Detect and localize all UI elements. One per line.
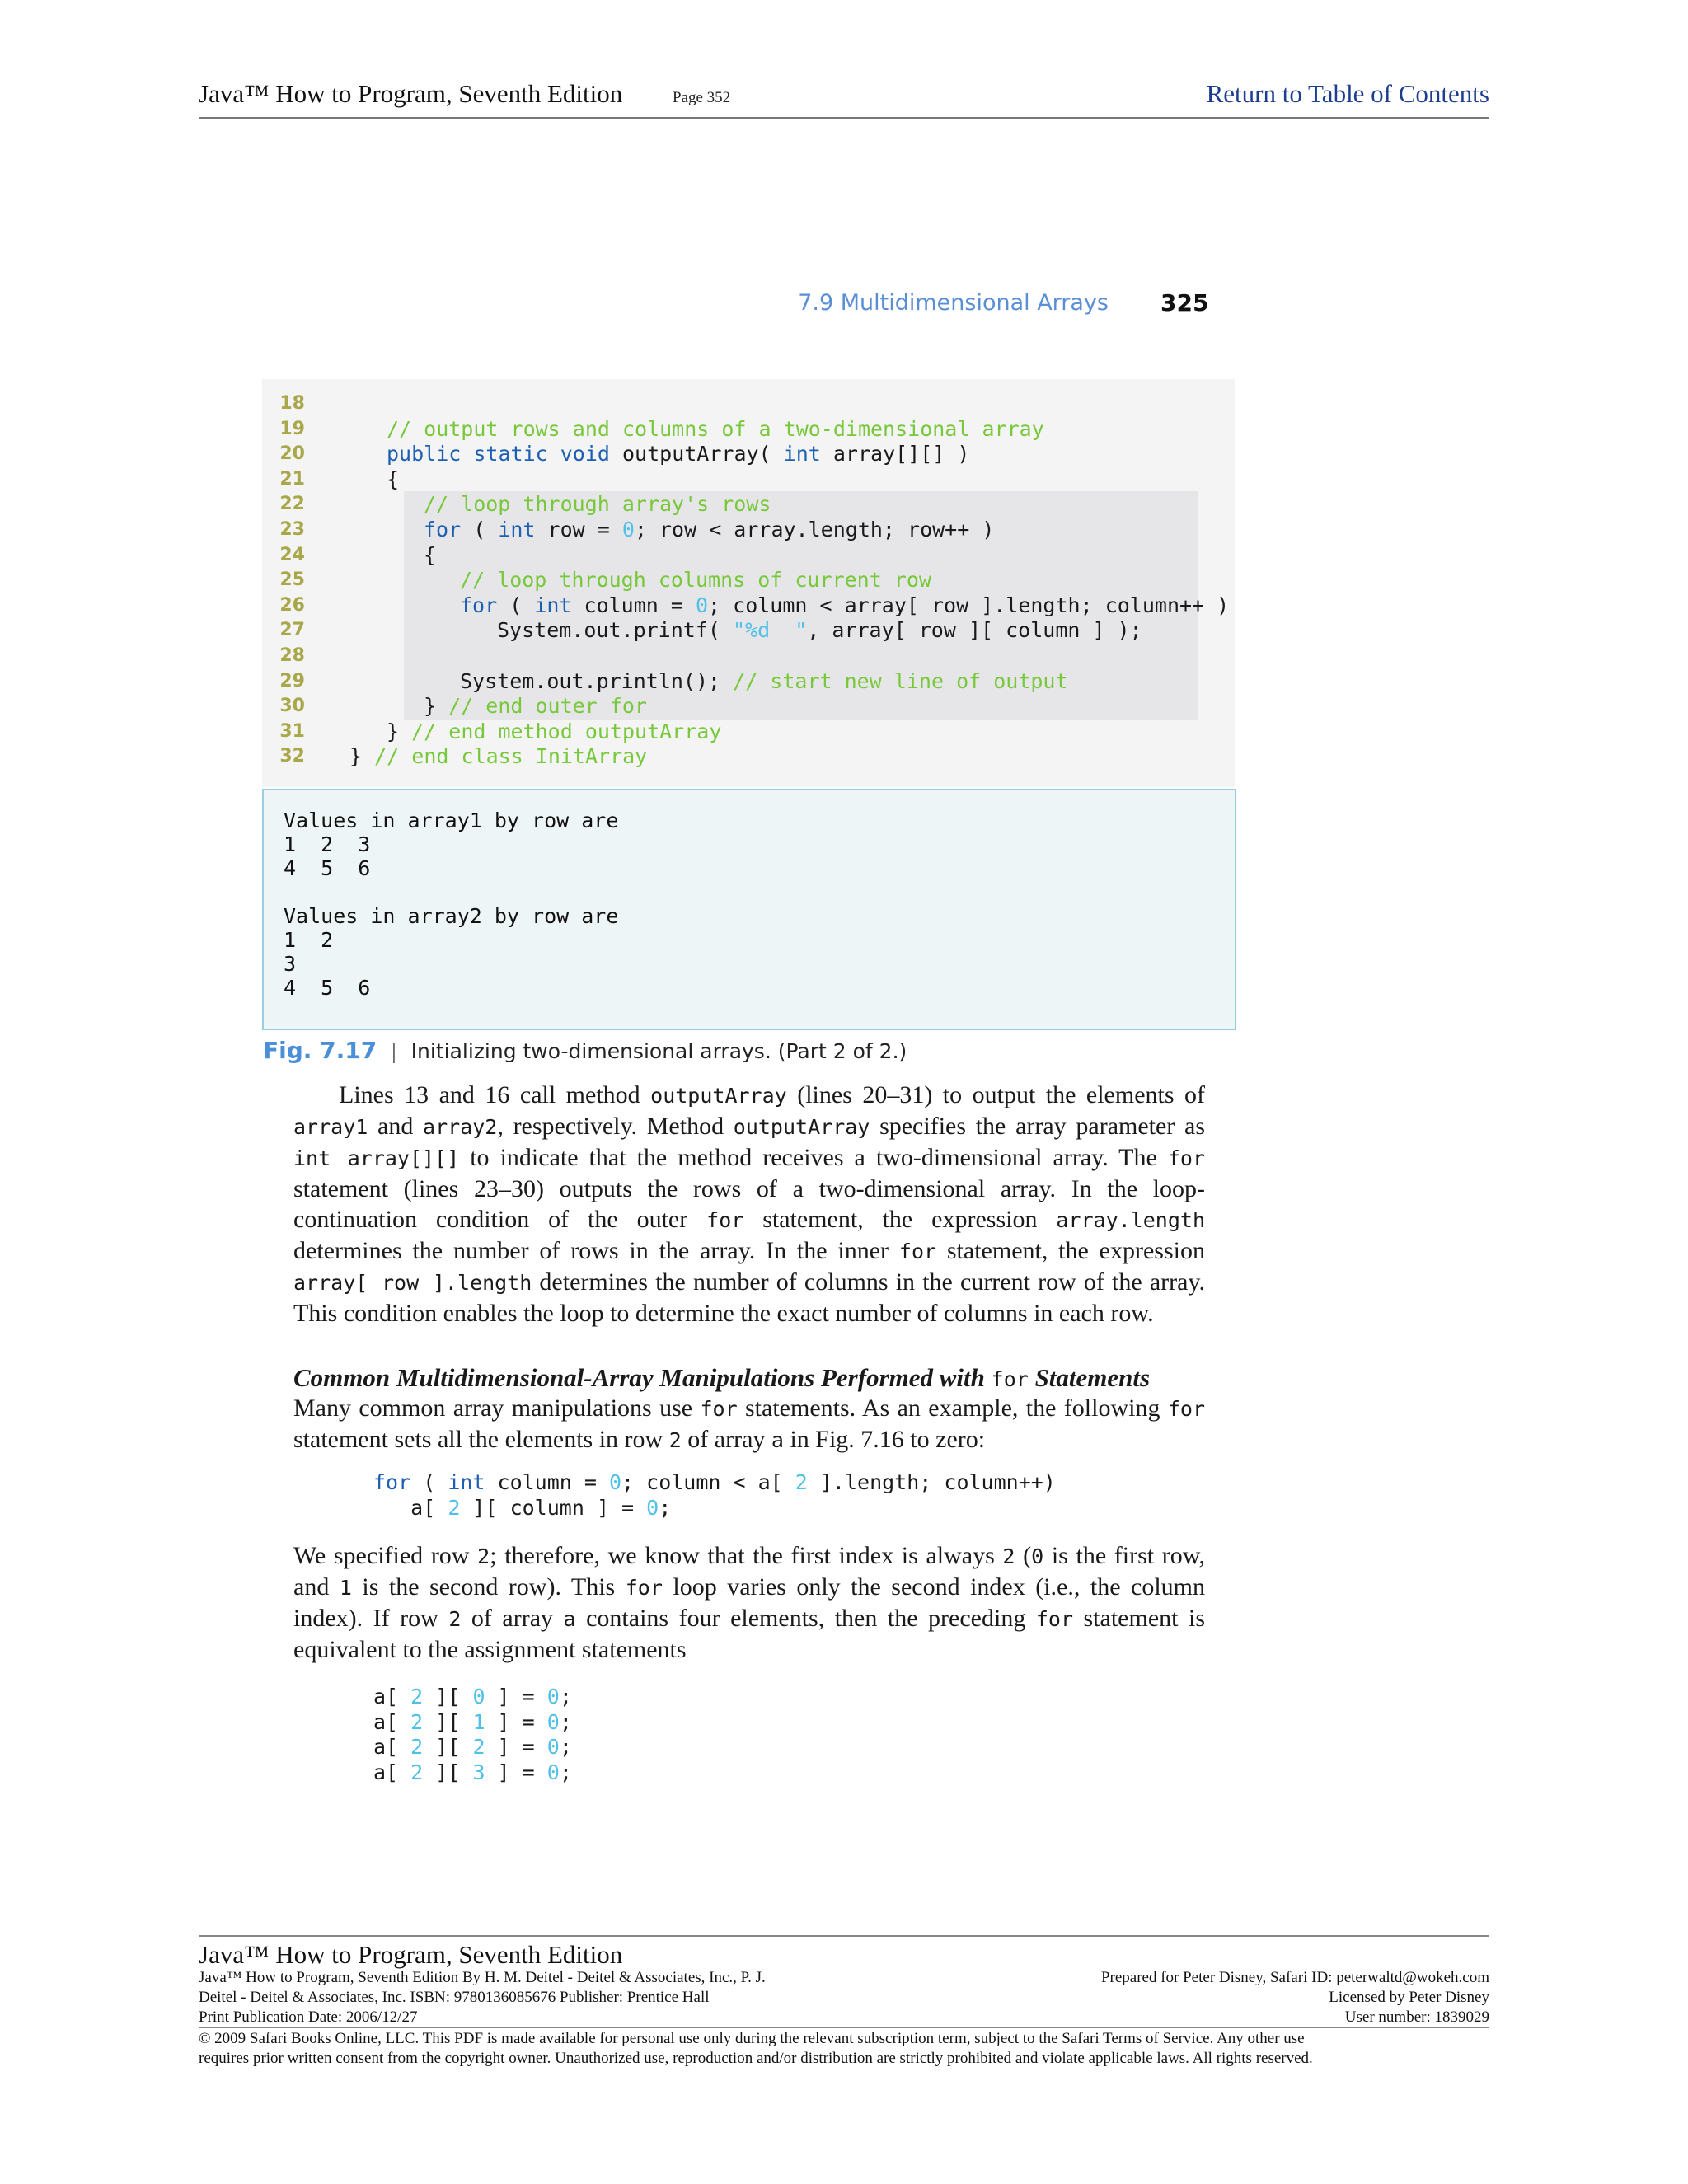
code-text: ] = xyxy=(485,1760,547,1784)
code-text: a[ xyxy=(373,1735,411,1759)
code-line-number: 18 xyxy=(279,393,305,414)
paragraph-text: (lines 20–31) to output the elements of xyxy=(786,1081,1205,1108)
paragraph-text: statement (lines 23–30) outputs the rows of a two-dimensional array. In the loop-continuation condition of the outer xyxy=(293,1175,1205,1233)
code-text: , array[ row ][ column ] ); xyxy=(807,618,1142,642)
code-text: ; xyxy=(559,1735,572,1759)
page-header xyxy=(199,76,1489,119)
paragraph-text: loop varies only the second index (i.e., the column index). If row xyxy=(293,1573,1205,1632)
inline-code: for xyxy=(1167,1397,1206,1421)
code-literal: 2 xyxy=(795,1470,808,1494)
inline-code: array1 xyxy=(293,1115,368,1139)
code-text: ; column < a[ xyxy=(621,1470,795,1494)
code-line-number: 24 xyxy=(279,545,305,565)
snippet-line xyxy=(373,1760,572,1785)
paragraph-text: Lines 13 and 16 call method xyxy=(339,1081,651,1108)
code-text: ( xyxy=(461,518,499,541)
code-keyword: public static void xyxy=(387,442,610,466)
code-text: } xyxy=(349,744,375,768)
code-text: System.out.printf( xyxy=(497,618,733,642)
paragraph-text: and xyxy=(368,1113,424,1140)
output-line xyxy=(284,880,618,904)
inline-code: array.length xyxy=(1056,1208,1205,1232)
paragraph-text: ; therefore, we know that the first index is always xyxy=(490,1542,1003,1569)
inline-code: for xyxy=(1167,1146,1205,1170)
code-text: ( xyxy=(497,593,535,617)
code-comment: // loop through columns of current row xyxy=(460,568,931,592)
caption-separator: | xyxy=(392,1038,396,1063)
snippet-line xyxy=(373,1734,572,1760)
inline-code: 2 xyxy=(477,1544,490,1568)
code-comment: // end class InitArray xyxy=(374,744,648,768)
paragraph-text: Many common array manipulations use xyxy=(293,1394,701,1422)
output-line: Values in array2 by row are xyxy=(284,904,619,928)
code-line xyxy=(460,668,1068,694)
code-literal: 2 xyxy=(410,1735,424,1759)
code-comment: // end outer for xyxy=(448,694,647,718)
inline-code: a xyxy=(563,1607,576,1631)
footer-prepared-for: Prepared for Peter Disney, Safari ID: peterwaltd@wokeh.com xyxy=(1100,1969,1489,1986)
code-literal: "%d " xyxy=(732,618,808,642)
output-line: 3 xyxy=(284,952,297,976)
output-line: 1 2 3 xyxy=(284,832,371,856)
code-text: ; xyxy=(559,1710,572,1734)
code-keyword: for xyxy=(373,1470,411,1494)
code-keyword: for xyxy=(424,518,462,541)
code-text: ( xyxy=(410,1470,448,1494)
code-text: row = xyxy=(535,518,622,541)
snippet-line xyxy=(373,1709,572,1735)
snippet-line xyxy=(373,1469,1056,1495)
code-line-number: 26 xyxy=(279,595,305,616)
output-line: Values in array1 by row are xyxy=(284,808,619,832)
paragraph-text: statement is equivalent to the assignment statements xyxy=(293,1605,1205,1663)
code-keyword: int xyxy=(498,518,536,541)
code-line xyxy=(424,542,436,568)
code-line-number: 22 xyxy=(279,494,305,514)
code-keyword: int xyxy=(448,1470,485,1494)
inline-code: 1 xyxy=(339,1576,352,1600)
inline-code: for xyxy=(1035,1607,1073,1631)
inline-code: for xyxy=(706,1208,744,1232)
paragraph-text: of array xyxy=(681,1426,771,1453)
paragraph-text: , respectively. Method xyxy=(497,1113,734,1140)
code-text: ; xyxy=(559,1685,572,1708)
code-text: ].length; column++) xyxy=(807,1470,1056,1494)
code-text: ][ xyxy=(423,1735,473,1759)
paragraph-text: to indicate that the method receives a two-dimensional array. The xyxy=(459,1144,1168,1171)
code-text: ] = xyxy=(485,1710,547,1734)
code-line xyxy=(460,593,1229,618)
running-head-page-number: 325 xyxy=(1160,289,1209,316)
footer-licensed-by: Licensed by Peter Disney xyxy=(1329,1989,1489,2006)
code-comment: // start new line of output xyxy=(733,669,1068,693)
body-paragraph-3 xyxy=(293,1540,1205,1665)
code-line xyxy=(387,441,969,466)
code-text: a[ xyxy=(373,1685,411,1708)
inline-code: array2 xyxy=(423,1115,498,1139)
page-footer xyxy=(199,1935,1489,2067)
code-text: outputArray( xyxy=(609,442,784,466)
code-literal: 0 xyxy=(546,1760,560,1784)
paragraph-text: determines the number of rows in the array. In the inner xyxy=(293,1237,899,1264)
code-literal: 0 xyxy=(695,593,709,617)
code-line xyxy=(387,416,1044,442)
code-literal: 2 xyxy=(410,1685,424,1708)
code-text: ] = xyxy=(485,1735,547,1759)
code-literal: 3 xyxy=(472,1760,485,1784)
output-line: 4 5 6 xyxy=(284,976,371,1000)
paragraph-text: We specified row xyxy=(293,1542,478,1569)
figure-caption-text: Initializing two-dimensional arrays. (Part 2 of 2.) xyxy=(410,1039,907,1063)
code-literal: 1 xyxy=(472,1710,485,1734)
output-line: 4 5 6 xyxy=(284,856,371,880)
code-literal: 0 xyxy=(646,1496,659,1520)
code-literal: 0 xyxy=(546,1735,560,1759)
paragraph-text: of array xyxy=(461,1605,564,1632)
footer-user-number: User number: 1839029 xyxy=(1344,2008,1489,2026)
running-head-section: 7.9 Multidimensional Arrays xyxy=(798,290,1109,316)
inline-code: outputArray xyxy=(733,1115,870,1139)
code-literal: 2 xyxy=(472,1735,485,1759)
inline-code: for xyxy=(625,1576,663,1600)
inline-code: array[ row ].length xyxy=(293,1271,532,1295)
code-line-number: 31 xyxy=(279,721,305,742)
code-line-number: 30 xyxy=(279,696,305,716)
code-literal: 0 xyxy=(472,1685,485,1708)
inline-code: 2 xyxy=(668,1428,682,1452)
paragraph-text: statement sets all the elements in row xyxy=(293,1426,669,1453)
code-comment: // end method outputArray xyxy=(411,719,722,743)
code-text: ; row < array.length; row++ ) xyxy=(634,518,995,541)
code-line xyxy=(424,693,647,719)
figure-label: Fig. 7.17 xyxy=(263,1037,377,1064)
heading-code: for xyxy=(991,1367,1029,1391)
code-text: } xyxy=(424,694,449,718)
code-text: column = xyxy=(485,1470,609,1494)
code-line-number: 27 xyxy=(279,620,305,640)
code-line xyxy=(424,491,771,517)
code-line xyxy=(387,466,399,492)
figure-caption xyxy=(263,1037,907,1064)
code-text: System.out.println(); xyxy=(460,669,734,693)
paragraph-text: in Fig. 7.16 to zero: xyxy=(783,1426,986,1453)
snippet-line xyxy=(373,1495,671,1521)
inline-code: 2 xyxy=(1002,1544,1015,1568)
paragraph-text: determines the number of columns in the current row of the array. This condition enables the loop to determine the exact number of columns in each row. xyxy=(293,1268,1205,1327)
paragraph-text: statement, the expression xyxy=(743,1206,1057,1233)
code-text: { xyxy=(424,543,437,567)
code-text: ] = xyxy=(485,1685,547,1708)
footer-credits-2: Deitel - Deitel & Associates, Inc. ISBN: 9780136085676 Publisher: Prentice Hall xyxy=(199,1989,710,2006)
code-text: a[ xyxy=(373,1760,411,1784)
code-text: ][ column ] = xyxy=(460,1496,647,1520)
code-text: a[ xyxy=(373,1496,448,1520)
inline-code: for xyxy=(700,1397,738,1421)
code-line-number: 25 xyxy=(279,569,305,590)
paragraph-text: is the second row). This xyxy=(351,1573,626,1601)
inline-code: 2 xyxy=(448,1607,462,1631)
program-output xyxy=(284,808,618,1000)
footer-copyright-2: requires prior written consent from the copyright owner. Unauthorized use, reproduction and/or distribution are strictly prohibited and violate applicable laws. All rights reserved. xyxy=(199,2050,1313,2067)
header-book-title: Java™ How to Program, Seventh Edition xyxy=(199,79,623,108)
code-line xyxy=(460,567,931,593)
code-line-number: 20 xyxy=(279,443,305,464)
footer-publication-date: Print Publication Date: 2006/12/27 xyxy=(199,2008,418,2026)
footer-book-title: Java™ How to Program, Seventh Edition xyxy=(199,1940,623,1969)
code-line xyxy=(497,617,1142,643)
code-line-number: 21 xyxy=(279,469,305,490)
footer-divider xyxy=(199,2027,1489,2028)
code-line-number: 32 xyxy=(279,746,305,766)
code-text: ][ xyxy=(423,1710,473,1734)
heading-text-after: Statements xyxy=(1028,1363,1151,1392)
code-literal: 0 xyxy=(608,1470,622,1494)
code-text: ][ xyxy=(423,1760,473,1784)
body-paragraph-2 xyxy=(293,1393,1205,1455)
code-text: a[ xyxy=(373,1710,411,1734)
code-keyword: for xyxy=(460,593,498,617)
code-text: } xyxy=(387,719,412,743)
code-text: array[][] ) xyxy=(820,442,970,466)
body-paragraph-1 xyxy=(293,1080,1205,1329)
code-comment: // loop through array's rows xyxy=(424,492,771,516)
paragraph-text: ( xyxy=(1015,1542,1032,1569)
code-line xyxy=(387,719,721,744)
code-keyword: int xyxy=(783,442,821,466)
code-text: ; xyxy=(659,1496,672,1520)
code-comment: // output rows and columns of a two-dimensional array xyxy=(387,417,1044,441)
snippet-line xyxy=(373,1684,572,1709)
heading-text-before: Common Multidimensional-Array Manipulations Performed with xyxy=(293,1363,992,1392)
inline-code: a xyxy=(771,1428,784,1452)
code-text: { xyxy=(387,467,400,491)
inline-code: int array[][] xyxy=(293,1146,460,1170)
paragraph-text: is the first row, and xyxy=(293,1542,1205,1601)
code-keyword: int xyxy=(534,593,572,617)
paragraph-text: contains four elements, then the preceding xyxy=(575,1605,1036,1632)
code-line xyxy=(349,743,647,769)
code-literal: 2 xyxy=(410,1710,424,1734)
footer-credits-1: Java™ How to Program, Seventh Edition By H. M. Deitel - Deitel & Associates, Inc., P. J. xyxy=(199,1969,766,1986)
code-literal: 0 xyxy=(546,1685,560,1708)
inline-code: for xyxy=(898,1240,937,1263)
paragraph-text: statements. As an example, the following xyxy=(737,1394,1168,1422)
paragraph-text: specifies the array parameter as xyxy=(870,1113,1205,1140)
code-line-number: 19 xyxy=(279,419,305,439)
code-line-number: 28 xyxy=(279,645,305,666)
code-line-number: 29 xyxy=(279,671,305,691)
output-line: 1 2 xyxy=(284,928,334,952)
code-line xyxy=(424,517,994,542)
code-literal: 2 xyxy=(410,1760,424,1784)
code-text: ][ xyxy=(423,1685,473,1708)
header-page-label: Page 352 xyxy=(673,89,731,106)
section-heading xyxy=(293,1363,1150,1393)
table-of-contents-link[interactable]: Return to Table of Contents xyxy=(1206,79,1489,108)
inline-code: 0 xyxy=(1031,1544,1044,1568)
code-text: column = xyxy=(571,593,696,617)
code-text: ; xyxy=(559,1760,572,1784)
code-literal: 2 xyxy=(448,1496,461,1520)
code-literal: 0 xyxy=(621,518,635,541)
footer-copyright-1: © 2009 Safari Books Online, LLC. This PDF is made available for personal use only during the relevant subscription term, subject to the Safari Terms of Service. Any other use xyxy=(199,2030,1305,2047)
code-line-number: 23 xyxy=(279,519,305,540)
paragraph-text: statement, the expression xyxy=(936,1237,1205,1264)
code-text: ; column < array[ row ].length; column++ ) xyxy=(708,593,1230,617)
inline-code: outputArray xyxy=(650,1084,787,1108)
code-literal: 0 xyxy=(546,1710,560,1734)
